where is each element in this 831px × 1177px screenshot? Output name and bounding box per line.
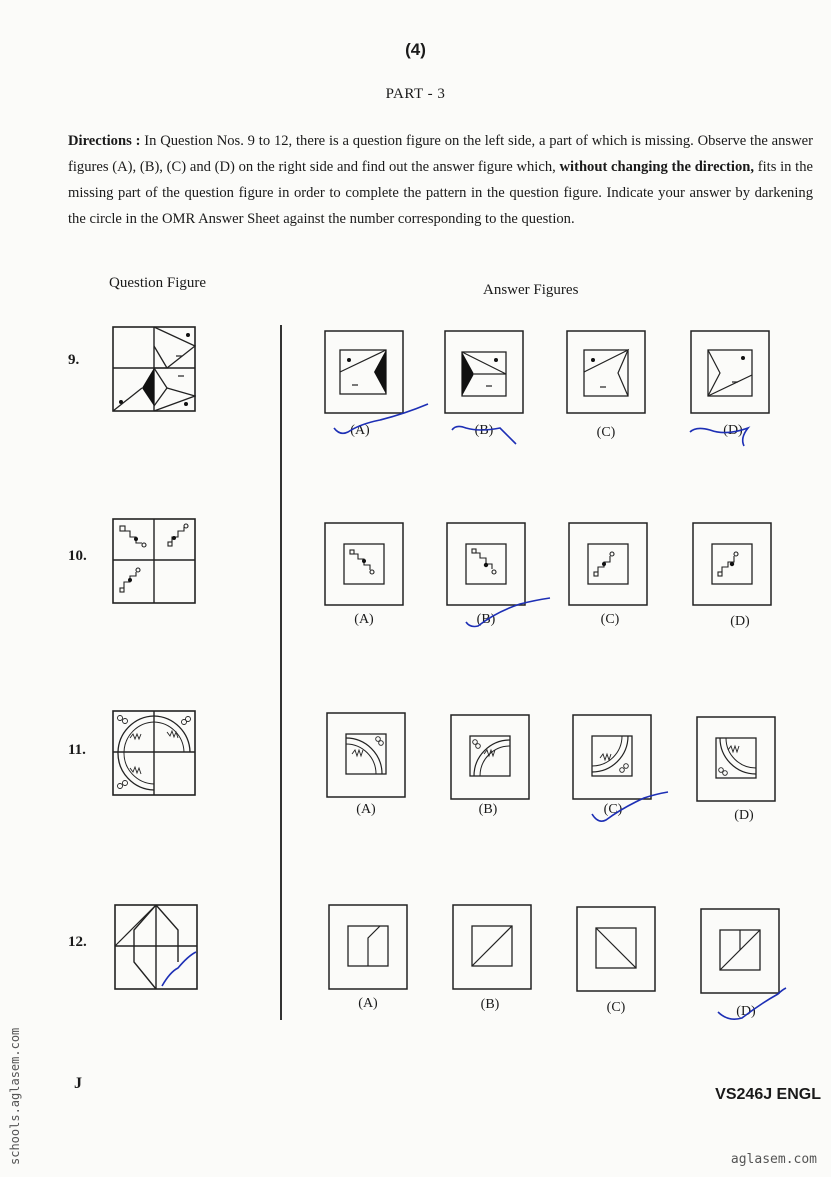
page-number: (4) <box>405 40 426 59</box>
question-number-11: 11. <box>68 742 86 758</box>
q11-label-a: (A) <box>356 802 376 817</box>
q11-label-c: (C) <box>603 802 623 817</box>
directions-body-2: fits in the missing part of the question figure in order to complete the pattern in the question figure. Indicate your answer by darkening the circle in the OMR Answer Sheet against the number corresponding to the question. <box>68 159 813 227</box>
q11-label-b: (B) <box>478 802 498 817</box>
directions-body-1: In Question Nos. 9 to 12, there is a question figure on the left side, a part of which is missing. Observe the answer figures (A), (B), (C) and (D) on the right side and find out the answer figure which, <box>68 133 813 175</box>
side-site: schools.aglasem.com <box>8 1027 22 1165</box>
question-number-12: 12. <box>68 934 87 950</box>
answer-figures-header: Answer Figures <box>483 282 579 298</box>
part-title: PART - 3 <box>385 86 446 102</box>
q11-label-d: (D) <box>734 808 754 823</box>
q12-label-b: (B) <box>480 997 500 1012</box>
q10-label-a: (A) <box>354 612 374 627</box>
q12-label-d: (D) <box>736 1004 756 1019</box>
q12-label-a: (A) <box>358 996 378 1011</box>
question-number-9: 9. <box>68 352 80 368</box>
paper-code: VS246J ENGL <box>715 1086 821 1103</box>
footer-site: aglasem.com <box>730 1152 817 1167</box>
q10-label-d: (D) <box>730 614 750 629</box>
q9-label-a: (A) <box>350 423 370 438</box>
question-number-10: 10. <box>68 548 87 564</box>
q9-label-b: (B) <box>474 423 494 438</box>
q12-label-c: (C) <box>606 1000 626 1015</box>
q9-label-c: (C) <box>596 425 616 440</box>
directions-lead: Directions : <box>68 133 141 149</box>
set-letter: J <box>74 1075 82 1092</box>
q10-label-c: (C) <box>600 612 620 627</box>
directions-emphasis: without changing the direction, <box>559 159 755 175</box>
q10-label-b: (B) <box>476 612 496 627</box>
question-figure-header: Question Figure <box>109 275 207 291</box>
q9-label-d: (D) <box>723 423 743 438</box>
